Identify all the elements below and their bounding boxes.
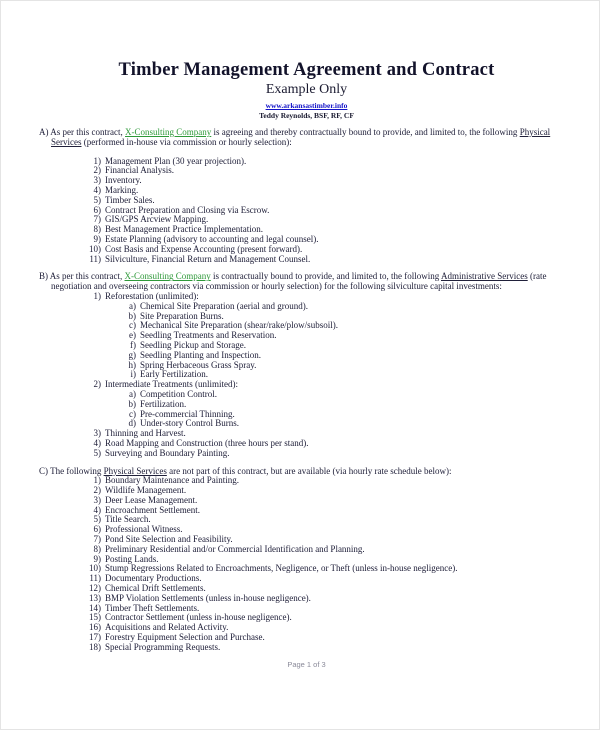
item-label: 2) [93,165,101,176]
item-label: 14) [89,602,101,613]
item-text: Spring Herbaceous Grass Spray. [140,359,257,370]
item-label: a) [129,300,136,311]
sub-list [124,390,574,429]
text-run: is agreeing and thereby contractually bound to provide, and limited to, the following [211,127,520,137]
item-text: Competition Control. [140,388,218,399]
text-run: As per this contract, [50,127,125,137]
item-text: Contract Preparation and Closing via Escrow. [105,204,270,215]
item-text: Stump Regressions Related to Encroachments, Negligence, or Theft (unless in-house negligence). [105,563,458,574]
item-text: Seedling Treatments and Reservation. [140,330,277,341]
document-title: Timber Management Agreement and Contract [118,60,495,80]
item-text: Under-story Control Burns. [140,418,240,429]
item-text: Wildlife Management. [105,485,187,496]
document-header [39,59,574,120]
item-text: Pond Site Selection and Feasibility. [105,534,233,545]
item-text: Inventory. [105,175,142,186]
section-a-list [83,157,574,265]
underlined-term: Administrative Services [440,271,528,282]
item-label: h) [128,359,136,370]
item-text: Boundary Maintenance and Painting. [105,475,239,486]
item-text: Reforestation (unlimited): [105,290,199,301]
item-label: 9) [93,233,101,244]
list-item [83,166,574,176]
list-item [124,390,574,400]
website-link[interactable]: www.arkansastimber.info [265,101,348,110]
item-label: 3) [93,428,101,439]
item-label: 13) [89,592,101,603]
list-item [83,506,574,516]
item-text: Timber Theft Settlements. [105,602,200,613]
item-text: Early Fertilization. [140,369,208,380]
item-label: 15) [89,612,101,623]
list-item [83,255,574,265]
item-text: Seedling Planting and Inspection. [140,349,261,360]
item-label: 10) [89,243,101,254]
item-text: Cost Basis and Expense Accounting (present forward). [105,243,303,254]
section-c-label: C) [39,465,48,476]
item-text: Intermediate Treatments (unlimited): [105,379,238,390]
item-label: 8) [93,543,101,554]
consulting-company-link[interactable]: X-Consulting Company [125,127,212,137]
item-text: Special Programming Requests. [105,641,221,652]
item-text: Estate Planning (advisory to accounting and legal counsel). [105,233,319,244]
item-label: 6) [93,204,101,215]
item-text: Road Mapping and Construction (three hours per stand). [105,437,309,448]
section-a-label: A) [39,127,49,137]
list-item [83,449,574,459]
item-text: Thinning and Harvest. [105,428,186,439]
item-label: 11) [89,573,101,584]
item-label: 17) [89,632,101,643]
item-label: 10) [89,563,101,574]
consulting-company-link[interactable]: X-Consulting Company [124,271,211,282]
item-label: 5) [93,514,101,525]
text-run: (performed in-house via commission or hourly selection): [81,136,292,147]
item-text: Marking. [105,184,139,195]
section-a-intro-text [50,127,550,147]
item-label: 4) [93,504,101,515]
item-text: Chemical Drift Settlements. [105,583,206,594]
item-label: 2) [93,379,101,390]
item-text: Contractor Settlement (unless in-house negligence). [105,612,292,623]
underlined-term: Physical Services [51,127,551,147]
section-c-intro-text [50,466,451,476]
item-label: e) [129,330,136,341]
item-text: Deer Lease Management. [105,494,198,505]
text-run: is contractually bound to provide, and limited to, the following [210,271,441,282]
item-text: Posting Lands. [105,553,159,564]
section-b-intro-text [50,271,547,291]
list-item [83,643,574,653]
item-text: Encroachment Settlement. [105,504,200,515]
underlined-term: Physical Services [103,465,167,476]
item-label: 16) [89,622,101,633]
item-label: a) [129,388,136,399]
item-label: c) [129,408,136,419]
item-text: Pre-commercial Thinning. [140,408,235,419]
text-run: The following [50,465,104,476]
item-text: GIS/GPS Arcview Mapping. [105,214,209,225]
item-text: Title Search. [105,514,151,525]
item-text: Forestry Equipment Selection and Purchase. [105,632,265,643]
item-label: 3) [93,175,101,186]
item-text: Best Management Practice Implementation. [105,224,263,235]
text-run: (rate negotiation and overseeing contractors via commission or hourly selection) for the following silviculture capital investments: [51,271,547,292]
item-label: b) [128,398,136,409]
section-a-intro [39,128,574,148]
item-text: Management Plan (30 year projection). [105,155,247,166]
page-number: Page 1 of 3 [287,659,326,669]
item-text: Seedling Pickup and Storage. [140,339,246,350]
section-b-label: B) [39,271,48,282]
item-label: 1) [93,290,101,301]
section-a [39,128,574,264]
item-label: d) [128,418,136,429]
item-label: 6) [93,524,101,535]
item-label: 9) [93,553,101,564]
item-text: Acquisitions and Related Activity. [105,622,229,633]
item-label: b) [128,310,136,321]
item-label: 4) [93,184,101,195]
item-label: 5) [93,194,101,205]
item-text: Surveying and Boundary Painting. [105,447,230,458]
item-label: i) [130,369,136,380]
item-label: 8) [93,224,101,235]
text-run: are not part of this contract, but are available (via hourly rate schedule below): [166,465,452,476]
item-label: 5) [93,447,101,458]
item-label: c) [129,320,136,331]
item-label: 2) [93,485,101,496]
item-text: Mechanical Site Preparation (shear/rake/plow/subsoil). [140,320,338,331]
item-label: f) [130,339,136,350]
item-label: 7) [93,534,101,545]
item-label: 3) [93,494,101,505]
item-label: 1) [93,155,101,166]
list-item [124,419,574,429]
item-text: Professional Witness. [105,524,183,535]
list-item [83,176,574,186]
section-c-list [83,476,574,652]
item-label: g) [128,349,136,360]
list-item [83,186,574,196]
item-label: 1) [93,475,101,486]
item-text: Site Preparation Burns. [140,310,224,321]
author-line: Teddy Reynolds, BSF, RF, CF [259,111,354,120]
item-text: Financial Analysis. [105,165,174,176]
item-label: 7) [93,214,101,225]
text-run: As per this contract, [49,271,125,282]
item-text: Timber Sales. [105,194,155,205]
sub-list [124,302,574,380]
section-b-intro [39,272,574,292]
item-text: Documentary Productions. [105,573,202,584]
item-text: BMP Violation Settlements (unless in-house negligence). [105,592,311,603]
section-c [39,467,574,653]
item-label: 11) [89,253,101,264]
item-text: Fertilization. [140,398,187,409]
section-b [39,272,574,458]
section-b-list [83,292,574,459]
item-label: 12) [89,583,101,594]
item-label: 18) [89,641,101,652]
item-text: Preliminary Residential and/or Commercial Identification and Planning. [105,543,365,554]
document-subtitle: Example Only [265,82,348,97]
item-text: Chemical Site Preparation (aerial and ground). [140,300,308,311]
item-text: Silviculture, Financial Return and Management Counsel. [105,253,311,264]
item-label: 4) [93,437,101,448]
